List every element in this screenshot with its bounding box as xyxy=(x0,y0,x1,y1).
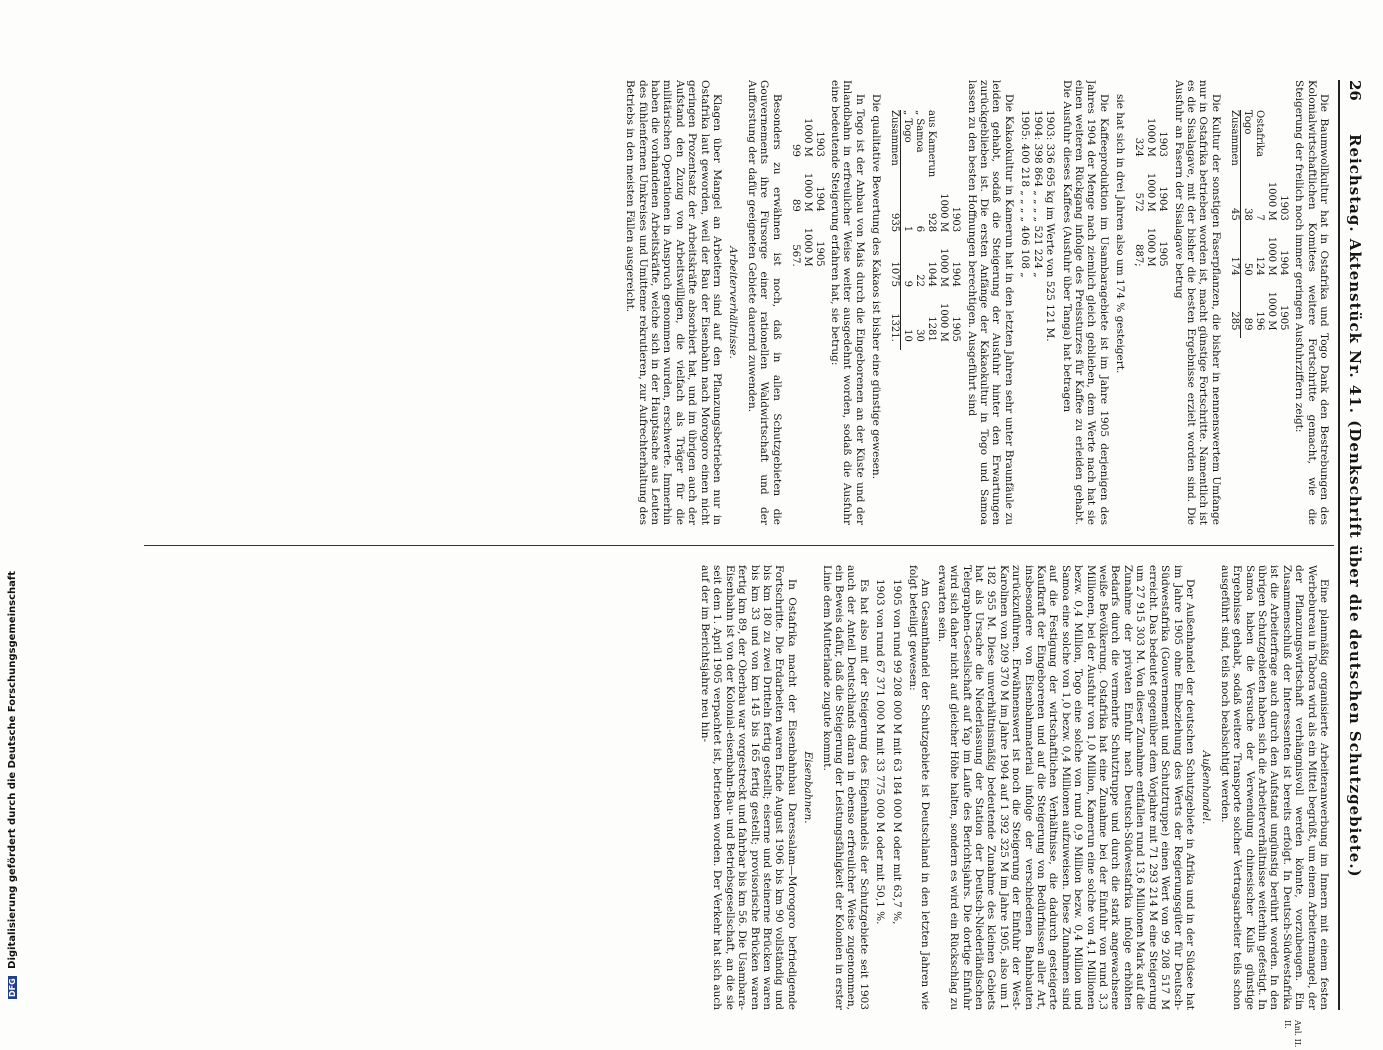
sisal-table: 1903 1904 1905 1000 M 1000 M 1000 M 324 572 887; xyxy=(1132,110,1168,275)
cocoa-table: 1903 1904 1905 1000 M 1000 M 1000 M aus Kamerun 928 1044 1281 „ Samoa 6 22 30 „ Togo 1 9 10 Zusammen 935 1075 1321. xyxy=(888,110,961,350)
paragraph: Es hat also mit der Steigerung des Eigenhandels der Schutzgebiete seit 1903 auch der Anteil Deutschlands daran in ebenso erfreulicher Weise zugenommen, ein Beweis dafür, daß die Steigerung der Leistungsfähigkeit der Kolonien in erster Linie dem Mutterlande zugute kommt. xyxy=(820,565,870,1010)
digitization-footer xyxy=(7,571,18,999)
column-divider xyxy=(144,545,1334,546)
page-title: Reichstag. Aktenstück Nr. 41. (Denkschrift über die deutschen Schutzgebiete.) xyxy=(1346,134,1364,878)
paragraph: Klagen über Mangel an Arbeitern sind auf den Pflanzungsbetrieben nur in Ostafrika laut geworden, weil der Bau der Eisenbahn nach Morogoro einen nicht geringen Prozentsatz der Arbeitskräfte absorbiert hat, und im übrigen auch der Aufstand den Zuzug von Arbeitswilligen, die vielfach als Träger für die militärischen Operationen in Anspruch genommen wurden, erschwerte. Immerhin haben die vorhandenen Arbeitskräfte, welche sich in der Hauptsache aus Leuten des fühlenfernen Umkreises und Umitteme rekrutieren, zur Aufrechterhaltung des Betriebs in den meisten Fällen ausgereicht. xyxy=(624,80,724,525)
unit-cell: 1000 M xyxy=(1265,236,1277,276)
cotton-table xyxy=(1228,110,1289,338)
table-row: Togo 38 50 89 xyxy=(1241,110,1253,331)
maize-table: 1903 1904 1905 1000 M 1000 M 1000 M 99 89 567. xyxy=(789,110,825,275)
section-heading: Eisenbahnen. xyxy=(802,751,815,824)
paragraph: In Togo ist der Anbau von Mais durch die Eingeborenen an der Küste und der Inlandbahn in erfreulicher Weise weiter ausgedehnt worden, sodaß die Ausfuhr eine bedeutende Steigerung erfahren hat, sie betrug: xyxy=(829,80,866,525)
paragraph: In Ostafrika macht der Eisenbahnbau Daressalam—Morogoro befriedigende Fortschritte. Die Erdarbeiten waren Ende August 1906 bis km 90 vollständig und bis km 180 zu zwei Dritteln fertig gestellt; eiserne und steinerne Brücken waren bis km 33 und von km 145 bis 165 fertig gestellt; provisorische Brücken waren fertig km 89, der Oberbau war vorgestreckt und fahrbar bis km 56. Die Usambara-Eisenbahn ist von der Kolonial-eisenbahn-Bau- und Betriebsgesellschaft, an die sie seit dem 1. April 1905 verpachtet ist, betrieben worden. Der Verkehr hat sich auch auf der im Berichtsjahre neu hin- xyxy=(698,565,798,1010)
coffee-line: 1905: 400 218 „ „ „ „ 406 108 „ xyxy=(1019,110,1032,278)
paragraph: Die Kultur der sonstigen Faserpflanzen, die bisher in nennenswertem Umfange nur in Ostafrika betrieben worden ist, macht günstige Fortschritte. Namentlich ist es die Sisalagave, mit der bisher die besten Ergebnisse erzielt worden sind. Die Ausfuhr an Fasern der Sisalagave betrug xyxy=(1172,80,1222,525)
section-heading: Arbeiterverhältnisse. xyxy=(727,246,740,359)
table-row: „ Togo 1 9 10 xyxy=(902,110,914,342)
coffee-line: 1904: 398 864 „ „ „ „ 521 224 „ xyxy=(1031,110,1044,278)
unit-cell: 1000 M xyxy=(1265,291,1277,331)
right-column xyxy=(150,565,1330,1010)
table-sum-row: Zusammen 935 1075 1321. xyxy=(888,110,901,350)
page-header xyxy=(1338,80,1370,1010)
paragraph: Eine planmäßig organisierte Arbeiteranwerbung im Innern mit einem festen Werbebureau in Tabora wird als ein Mittel begrüßt, um einem Arbeitermangel, der der Pflanzungswirtschaft verhängnisvoll werden könnte, vorzubeugen. Ein Zusammenschluß der Interessenten ist bereits erfolgt. In Deutsch-Südwestafrika ist die Arbeiterfrage auch durch den Aufstand ungünstig berührt worden. In den übrigen Schutzgebieten haben sich die Arbeiterverhältnisse weiterhin gefestigt. In Samoa haben die Versuche der Verwendung chinesischer Kulis günstige Ergebnisse gehabt, sodaß weitere Transporte solcher Vertragsarbeiter teils schon ausgeführt sind, teils noch beabsichtigt werden. xyxy=(1218,565,1330,1010)
table-row: „ Samoa 6 22 30 xyxy=(914,110,926,342)
margin-note: Anl. II. II. xyxy=(1283,1020,1302,1048)
paragraph: sie hat sich in drei Jahren also um 174 % gesteigert. xyxy=(1114,94,1127,374)
dfg-logo: DFG xyxy=(8,978,17,997)
year-cell: 1905 xyxy=(1277,304,1289,331)
table-row: 324 572 887; xyxy=(1133,137,1145,267)
footer-text: Digitalisierung gefördert durch die Deutsche Forschungsgemeinschaft xyxy=(7,570,18,969)
paragraph: Der Außenhandel der deutschen Schutzgebiete in Afrika und in der Südsee hat im Jahre 1905 ohne Einbeziehung des Werts der Regierungsgüter für Deutsch-Südwestafrika (Gouvernement und Schutztruppe) einen Wert von 99 208 517 M erreicht. Das bedeutet gegenüber dem Vorjahre mit 71 293 214 M eine Steigerung um 27 915 303 M. Von dieser Zunahme entfallen rund 13,6 Millionen Mark auf die Zunahme der privaten Einfuhr nach Deutsch-Südwestafrika infolge erhöhten Bedarfs durch die vermehrte Schutztruppe und durch die stark angewachsene weiße Bevölkerung. Ostafrika hat eine Zunahme bei der Einfuhr von rund 3,3 Millionen, bei der Ausfuhr von 1,0 Million, Kamerun eine solche von 4,1 Millionen bezw. 0,4 Million, Togo eine solche von rund 0,9 Million bezw. 0,4 Million und Samoa eine solche von 1,0 bezw. 0,4 Millionen aufzuweisen. Diese Zunahmen sind auf die Festigung der wirtschaftlichen Verhältnisse, die dadurch gesteigerte Kaufkraft der Eingeborenen und auf die Steigerung von Bedürfnissen aller Art, insbesondere von Eisenbahnmaterial infolge der verschiedenen Bahnbauten zurückzuführen. Erwähnenswert ist noch die Steigerung der Einfuhr der West-Karolinen von 209 370 M im Jahre 1904 auf 1 392 325 M im Jahre 1905, also um 1 182 955 M. Diese unverhältnismäßig bedeutende Zunahme des kleinen Gebiets hat als Ursache die Niederlassung der Station der Deutsch-Niederländischen Telegraphen-Gesellschaft auf Yap im Laufe des Berichtsjahrs. Die dortige Einfuhr wird sich daher nicht auf gleicher Höhe halten, sondern es wird ein Rückschlag zu erwarten sein. xyxy=(935,565,1196,1010)
table-row: Ostafrika 7 124 196 xyxy=(1253,110,1265,331)
paragraph: Die Baumwollkultur hat in Ostafrika und Togo Dank den Bestrebungen des Kolonialwirtschaftlichen Komitees weitere Fortschritte gemacht, wie die Steigerung der freilich noch immer geringen Ausfuhrziffern zeigt: xyxy=(1293,80,1330,525)
paragraph: Die Kaffeeproduktion im Usambaragebiete ist im Jahre 1905 derjenigen des Jahres 1904 der Menge nach ziemlich gleich geblieben, dem Werte nach hat sie einen weiteren Rückgang infolge des Preissturzes für Kaffee zu erleiden gehabt. Die Ausfuhr dieses Kaffees (Ausfuhr über Tanga) hat betragen xyxy=(1060,80,1110,525)
year-cell: 1904 xyxy=(1277,250,1289,276)
left-column xyxy=(150,80,1330,525)
paragraph: 1905 von rund 99 208 000 M mit 63 184 000 M oder mit 63,7 %, xyxy=(890,579,903,925)
coffee-line: 1903: 336 695 kg im Werte von 525 121 M. xyxy=(1044,110,1057,342)
paragraph: Besonders zu erwähnen ist noch, daß in allen Schutzgebieten die Gouvernements ihre Fürsorge einer rationellen Waldwirtschaft und der Aufforstung der dafür geeigneten Gebiete dauernd zuwenden. xyxy=(745,80,783,525)
table-sum-row: Zusammen 45 174 285 xyxy=(1228,110,1241,338)
paragraph: 1903 von rund 67 371 000 M mit 33 775 000 M oder mit 50,1 %. xyxy=(874,579,887,925)
year-cell: 1903 xyxy=(1277,195,1289,221)
document-page xyxy=(100,80,1370,1048)
paragraph: Die Kakaokultur in Kamerun hat in den letzten Jahren sehr unter Braunfäule zu leiden gehabt, sodaß die Steigerung der Ausfuhr hinter den Erwartungen zurückgeblieben ist. Die ersten Anfänge der Kakaokultur in Togo und Samoa lassen zu den besten Hoffnungen berechtigen. Ausgeführt sind xyxy=(965,80,1015,525)
paragraph: Am Gesamthandel der Schutzgebiete ist Deutschland in den letzten Jahren wie folgt beteiligt gewesen: xyxy=(907,565,932,1010)
section-heading: Außenhandel. xyxy=(1200,750,1213,825)
table-row: 99 89 567. xyxy=(789,144,801,267)
unit-cell: 1000 M xyxy=(1265,181,1277,221)
table-row: aus Kamerun 928 1044 1281 xyxy=(926,110,938,342)
paragraph: Die qualitative Bewertung des Kakaos ist bisher eine günstige gewesen. xyxy=(870,94,883,480)
page-number: 26 xyxy=(1346,80,1364,101)
